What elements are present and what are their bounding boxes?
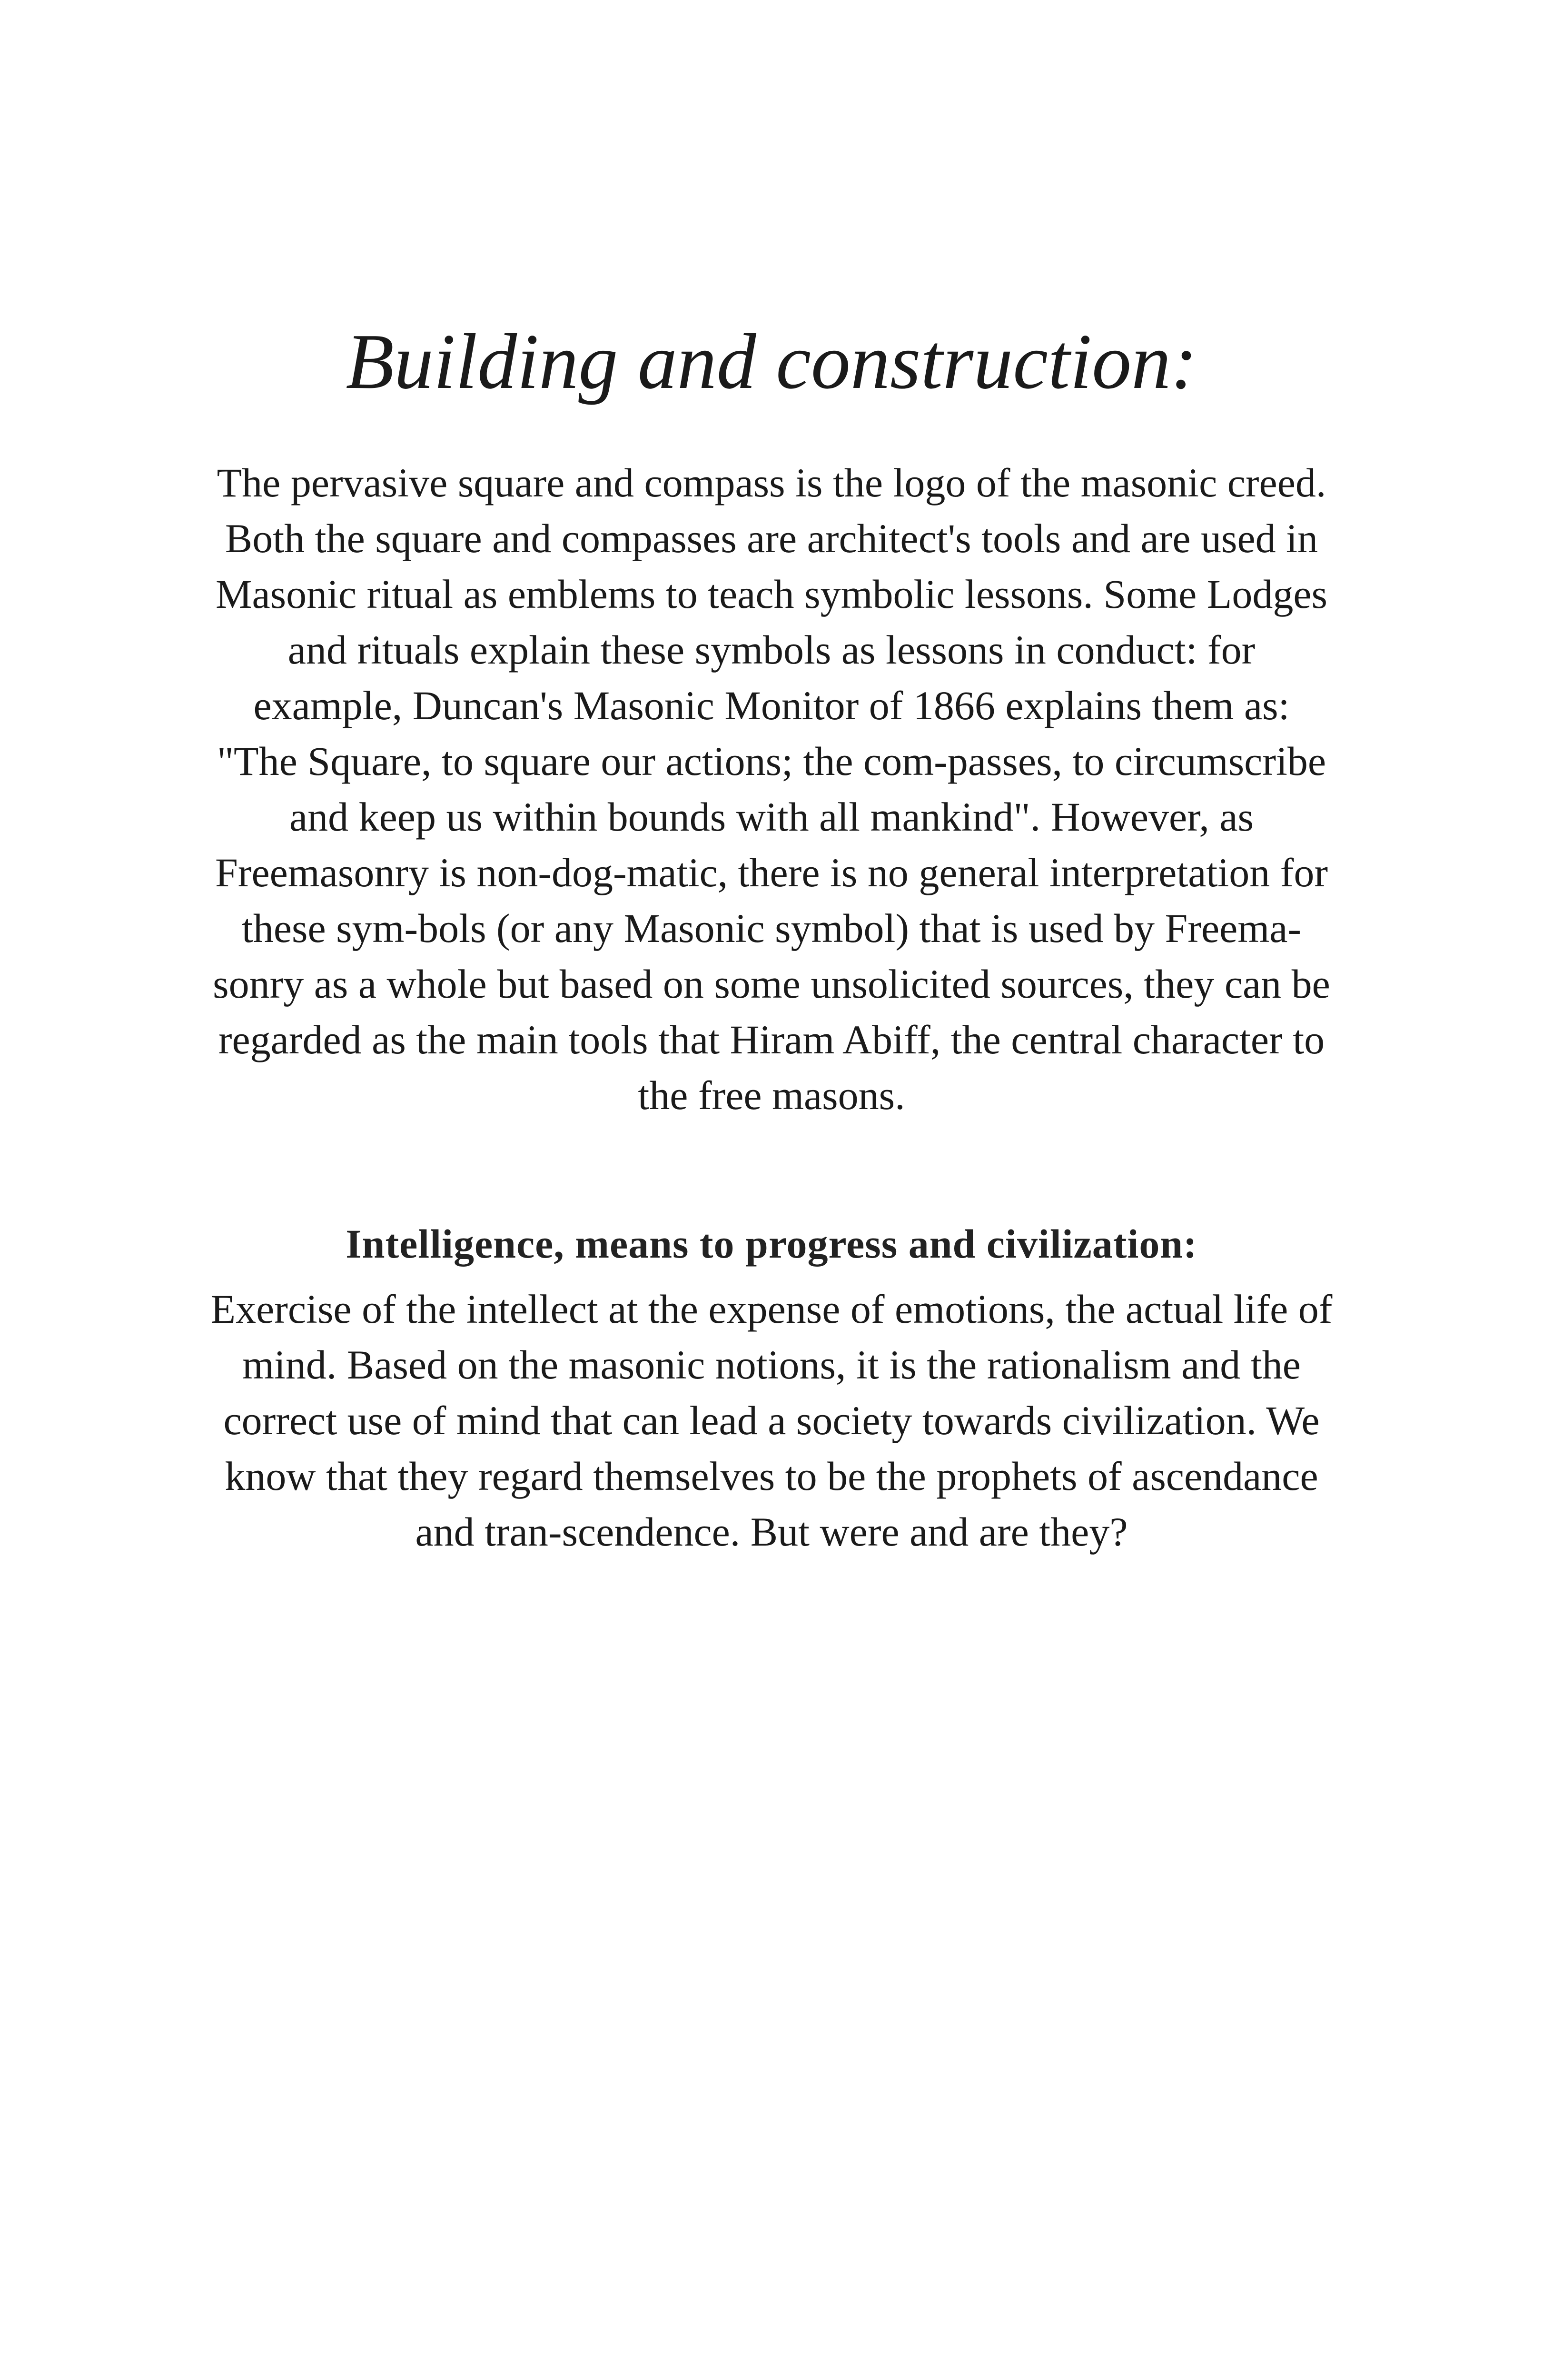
section-title: Building and construction: bbox=[346, 317, 1197, 405]
body-paragraph-1: The pervasive square and compass is the logo of the masonic creed. Both the square and compasses are architect's tools and are used in Masonic ritual as emblems to teach symbolic lessons. Some Lodges and rituals explain these symbols as lessons in conduct: for example, Duncan's Masonic Monitor of 1866 explains them as: "The Square, to square our actions; the com-passes, to circumscribe and keep us within bounds with all mankind". However, as Freemasonry is non-dog-matic, there is no general interpretation for these sym-bols (or any Masonic symbol) that is used by Freema-sonry as a whole but based on some unsolicited sources, they can be regarded as the main tools that Hiram Abiff, the central character to the free masons. bbox=[213, 460, 1330, 1118]
body-paragraph-2: Exercise of the intellect at the expense of emotions, the actual life of mind. Based on the masonic notions, it is the rationalism and the correct use of mind that can lead a society towards civilization. We know that they regard themselves to be the prophets of ascendance and tran-scendence. But were and are they? bbox=[210, 1286, 1333, 1555]
subheading: Intelligence, means to progress and civilization: bbox=[346, 1221, 1197, 1267]
